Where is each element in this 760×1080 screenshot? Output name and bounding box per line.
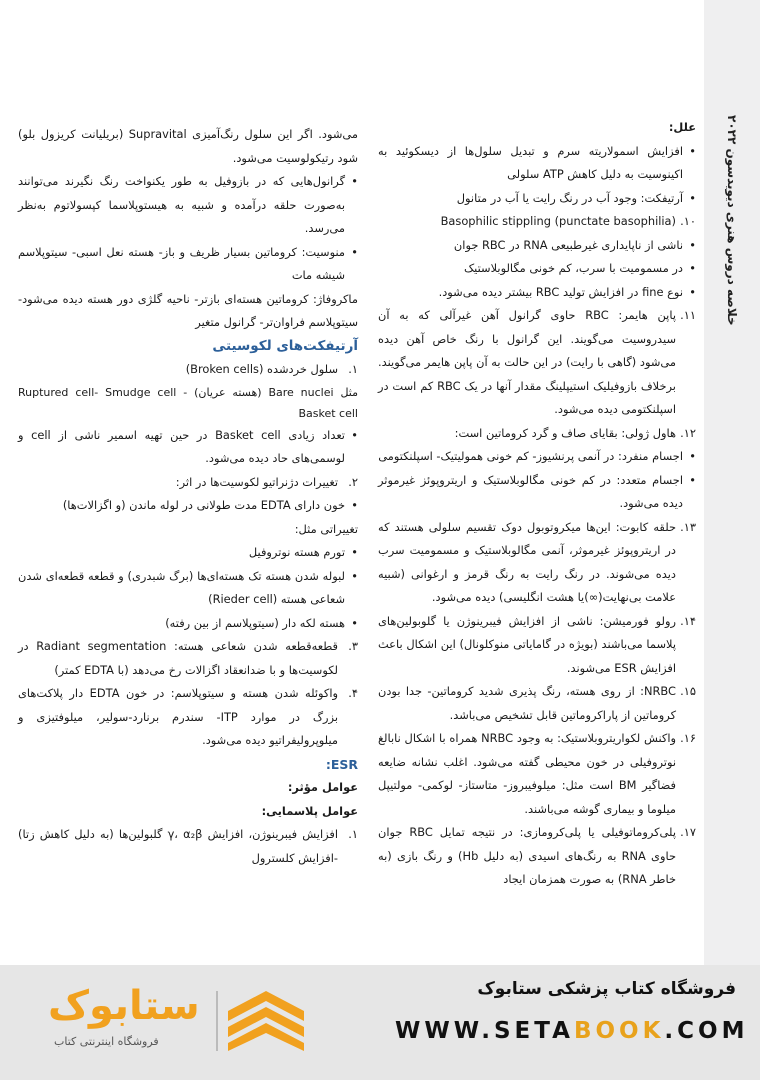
item-number: ۱۲.	[680, 425, 696, 440]
bullet-item: • آرتیفکت: وجود آب در رنگ رایت یا آب در متانول	[378, 187, 696, 211]
bullet-item: • گرانول‌هایی که در بازوفیل به طور یکنواخت رنگ نگیرند می‌توانند به‌صورت حلقه درآمده و شبیه به هیستوپلاسما کپسولاتوم به‌نظر می‌رسد.	[18, 170, 358, 241]
subheading: عوامل مؤثر:	[287, 780, 358, 794]
running-title: خلاصه دروس هنری دیویدسون ۲۰۲۲	[725, 114, 739, 326]
chevron-logo-icon	[224, 987, 308, 1053]
numbered-item	[378, 821, 696, 892]
bullet-item: • منوسیت: کروماتین بسیار ظریف و باز- هسته نعل اسبی- سیتوپلاسم شیشه مات	[18, 241, 358, 288]
numbered-item	[378, 210, 696, 234]
logo-tagline: فروشگاه اینترنتی کتاب	[54, 1035, 159, 1048]
item-number: ۲.	[348, 474, 358, 489]
item-number: ۱۰.	[680, 214, 696, 228]
item-number: ۱.	[348, 827, 358, 841]
item-number: ۱۱.	[680, 308, 696, 322]
item-text: پاپن هایمر: RBC حاوی گرانول آهن غیرآلی که به آن سیدروسیت می‌گویند. این گرانول با رنگ خاص آهن دیده می‌شود (گاهی با رایت) در این حالت به آن پاپن هایمر می‌گویند. برخلاف بازوفیلیک استیپلینگ مقدار آنها در یک RBC کم است در اسپلنکتومی دیده می‌شود.	[378, 308, 676, 416]
item-text: واکوئله شدن هسته و سیتوپلاسم: در خون EDTA دار پلاکت‌های بزرگ در موارد ITP- سندرم برنارد-سولیر، میلوفتیزی و میلوپرولیفراتیو دیده می‌شود.	[18, 686, 339, 747]
item-text: واکنش لکواریتروبلاستیک: به وجود NRBC همراه با اشکال نابالغ نوتروفیلی در خون محیطی گفته می‌شود. اغلب نشانه ضایعه فضاگیر BM است مثل: میلوفیبروز- متاستاز- لوکمی- مولتیپل میلوما و بیماری گوشه می‌باشند.	[378, 731, 677, 816]
item-number: ۱۴.	[680, 613, 696, 628]
left-column	[18, 123, 358, 870]
right-column	[378, 116, 696, 892]
section-heading: آرتیفکت‌های لکوسیتی	[212, 337, 358, 354]
bullet-item: • تورم هسته نوتروفیل	[18, 541, 358, 565]
bullet-item: • تعداد زیادی Basket cell در حین تهیه اسمیر ناشی از cell و لوسمی‌های حاد دیده می‌شود.	[18, 424, 358, 471]
url-accent: BOOK	[573, 1018, 665, 1044]
numbered-item	[378, 727, 696, 821]
paragraph: ماکروفاژ: کروماتین هسته‌ای بازتر- ناحیه گلژی دور هسته دیده می‌شود- سیتوپلاسم فراوان‌تر- گرانول متغیر	[18, 291, 358, 329]
url-post: .COM	[664, 1018, 749, 1044]
bullet-item: • خون دارای EDTA مدت طولانی در لوله ماندن (و اگزالات‌ها)	[18, 494, 358, 518]
bullet-item: • افزایش اسمولاریته سرم و تبدیل سلول‌ها از دیسکوئید به اکینوسیت به دلیل کاهش ATP سلولی	[378, 140, 696, 187]
item-text: افزایش فیبرینوژن، افزایش γ، α₂β گلبولین‌ها (به دلیل کاهش زتا) -افزایش کلسترول	[18, 827, 338, 865]
setabook-logo	[18, 983, 318, 1063]
item-text: رولو فورمیشن: ناشی از افزایش فیبرینوژن یا گلوبولین‌های پلاسما می‌باشند (بویژه در گامایاتی منوکلونال) این اشکال باعث افزایش ESR می‌شوند.	[378, 613, 676, 675]
numbered-item	[378, 422, 696, 446]
item-number: ۱۳.	[680, 519, 696, 534]
store-name: فروشگاه کتاب پزشکی ستابوک	[477, 979, 736, 999]
item-number: ۱.	[348, 362, 358, 376]
footer-banner	[0, 965, 760, 1080]
item-number: ۳.	[348, 639, 358, 653]
bullet-item: • هسته لکه دار (سیتوپلاسم از بین رفته)	[18, 612, 358, 636]
item-number: ۱۶.	[680, 731, 696, 745]
numbered-item	[18, 823, 358, 870]
item-text: پلی‌کروماتوفیلی یا پلی‌کرومازی: در نتیجه تمایل RBC جوان حاوی RNA به رنگ‌های اسیدی (به دلیل Hb) و رنگ بازی (به خاطر RNA) به صورت همزمان ایجاد	[378, 825, 676, 886]
bullet-item: • اجسام متعدد: در کم خونی مگالوبلاستیک و اریتروپوئز غیرموثر دیده می‌شود.	[378, 469, 696, 516]
numbered-item	[378, 304, 696, 422]
paragraph: می‌شود. اگر این سلول رنگ‌آمیزی Supravital (بریلیانت کریزول بلو) شود رتیکولوسیت می‌شود.	[18, 127, 358, 165]
numbered-item	[18, 358, 358, 382]
item-number: ۱۷.	[680, 825, 696, 839]
numbered-item	[18, 635, 358, 682]
item-text: NRBC: از روی هسته، رنگ پذیری شدید کروماتین- جدا بودن کروماتین از پاراکروماتین قابل تشخیص می‌باشد.	[378, 684, 676, 722]
subheading: عوامل پلاسمایی:	[261, 803, 358, 818]
numbered-item	[378, 610, 696, 681]
item-number: ۴.	[348, 686, 358, 700]
bullet-item: • در مسمومیت با سرب، کم خونی مگالوبلاستیک	[378, 257, 696, 281]
item-text: سلول خردشده (Broken cells)	[185, 362, 338, 376]
numbered-item	[378, 516, 696, 610]
url-pre: WWW.SETA	[395, 1018, 574, 1044]
logo-divider	[216, 991, 218, 1051]
item-text: قطعه‌قطعه شدن شعاعی هسته: Radiant segmentation در لکوسیت‌ها و با ضدانعقاد اگزالات رخ می‌دهد (با EDTA کمتر)	[18, 639, 338, 677]
item-text: تغییرات دژنراتیو لکوسیت‌ها در اثر:	[175, 474, 338, 489]
bullet-item: • لبوله شدن هسته تک هسته‌ای‌ها (برگ شبدری) و قطعه قطعه‌ای شدن شعاعی هسته (Rieder cell)	[18, 565, 358, 612]
numbered-item	[18, 682, 358, 753]
numbered-item	[378, 680, 696, 727]
subheading: علل:	[668, 120, 696, 134]
paragraph: مثل Bare nuclei (هسته عریان) Ruptured cell- Smudge cell -Basket cell	[18, 385, 359, 420]
bullet-item: • ناشی از ناپایداری غیرطبیعی RNA در RBC جوان	[378, 234, 696, 258]
item-text: (punctate basophilia) Basophilic stippling	[440, 214, 676, 228]
paragraph: تغییراتی مثل:	[294, 521, 358, 536]
logo-word: ستابوک	[48, 983, 200, 1029]
bullet-item: • اجسام منفرد: در آنمی پرنشیوز- کم خونی همولیتیک- اسپلنکتومی	[378, 445, 696, 469]
item-text: هاول ژولی: بقایای صاف و گرد کروماتین است:	[454, 425, 676, 440]
numbered-item	[18, 471, 358, 495]
bullet-item: • نوع fine در افزایش تولید RBC بیشتر دیده می‌شود.	[378, 281, 696, 305]
item-number: ۱۵.	[680, 684, 696, 698]
section-heading: ESR:	[325, 756, 358, 772]
item-text: حلقه کابوت: این‌ها میکروتوبول دوک تقسیم سلولی هستند که در اریتروپوئز غیرموثر، آنمی مگالوبلاستیک و مسمومیت سرب دیده می‌شوند. در رنگ رایت به رنگ قرمز و ارغوانی (شبیه علامت بی‌نهایت(∞)یا هشت انگلیسی) دیده می‌شود.	[378, 519, 676, 604]
store-url[interactable]	[395, 1018, 748, 1044]
